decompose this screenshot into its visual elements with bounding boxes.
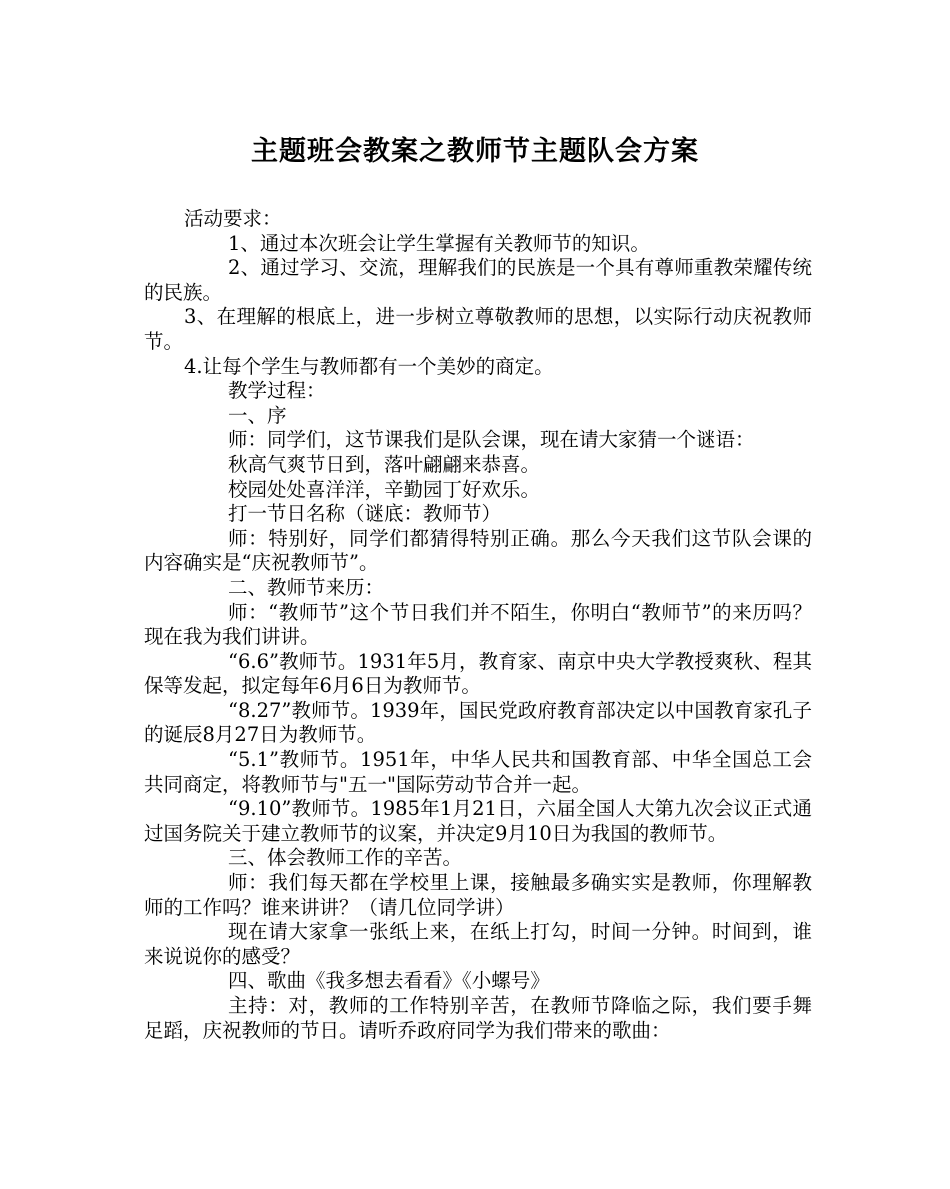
paragraph: 二、教师节来历：	[228, 575, 385, 599]
paragraph: 师：我们每天都在学校里上课，接触最多确实实是教师，你理解教师的工作吗？谁来讲讲？（请几位同学讲）	[144, 871, 812, 919]
paragraph: 1、通过本次班会让学生掌握有关教师节的知识。	[228, 231, 650, 255]
paragraph: 主持：对，教师的工作特别辛苦，在教师节降临之际，我们要手舞足蹈，庆祝教师的节日。请听乔政府同学为我们带来的歌曲：	[144, 994, 812, 1042]
paragraph: 师：“教师节”这个节日我们并不陌生，你明白“教师节”的来历吗？现在我为我们讲讲。	[144, 600, 812, 649]
paragraph: 4.让每个学生与教师都有一个美妙的商定。	[184, 354, 554, 378]
document-title: 主题班会教案之教师节主题队会方案	[251, 136, 699, 167]
paragraph: 师：特别好，同学们都猜得特别正确。那么今天我们这节队会课的内容确实是“庆祝教师节”。	[144, 526, 812, 575]
paragraph: 3、在理解的根底上，进一步树立尊敬教师的思想，以实际行动庆祝教师节。	[144, 305, 812, 353]
paragraph: 一、序	[228, 403, 287, 427]
paragraph: “5.1”教师节。1951年，中华人民共和国教育部、中华全国总工会共同商定，将教师节与"五一"国际劳动节合并一起。	[144, 748, 812, 796]
paragraph: “8.27”教师节。1939年，国民党政府教育部决定以中国教育家孔子的诞辰8月27日为教师节。	[144, 698, 812, 747]
paragraph: 教学过程：	[228, 379, 326, 403]
paragraph: 活动要求：	[184, 207, 282, 230]
paragraph: 校园处处喜洋洋，辛勤园丁好欢乐。	[228, 477, 541, 501]
paragraph: 打一节日名称（谜底：教师节）	[228, 502, 502, 526]
paragraph: 2、通过学习、交流，理解我们的民族是一个具有尊师重教荣耀传统的民族。	[144, 256, 812, 304]
paragraph: 四、歌曲《我多想去看看》《小螺号》	[228, 969, 550, 993]
paragraph: “6.6”教师节。1931年5月，教育家、南京中央大学教授爽秋、程其保等发起，拟定每年6月6日为教师节。	[144, 649, 812, 698]
paragraph: 三、体会教师工作的辛苦。	[228, 846, 463, 870]
paragraph: 现在请大家拿一张纸上来，在纸上打勾，时间一分钟。时间到，谁来说说你的感受？	[144, 920, 812, 968]
document-body	[144, 207, 812, 1043]
paragraph: “9.10”教师节。1985年1月21日，六届全国人大第九次会议正式通过国务院关于建立教师节的议案，并决定9月10日为我国的教师节。	[144, 797, 812, 845]
paragraph: 秋高气爽节日到，落叶翩翩来恭喜。	[228, 452, 541, 476]
paragraph: 师：同学们，这节课我们是队会课，现在请大家猜一个谜语：	[228, 428, 755, 452]
